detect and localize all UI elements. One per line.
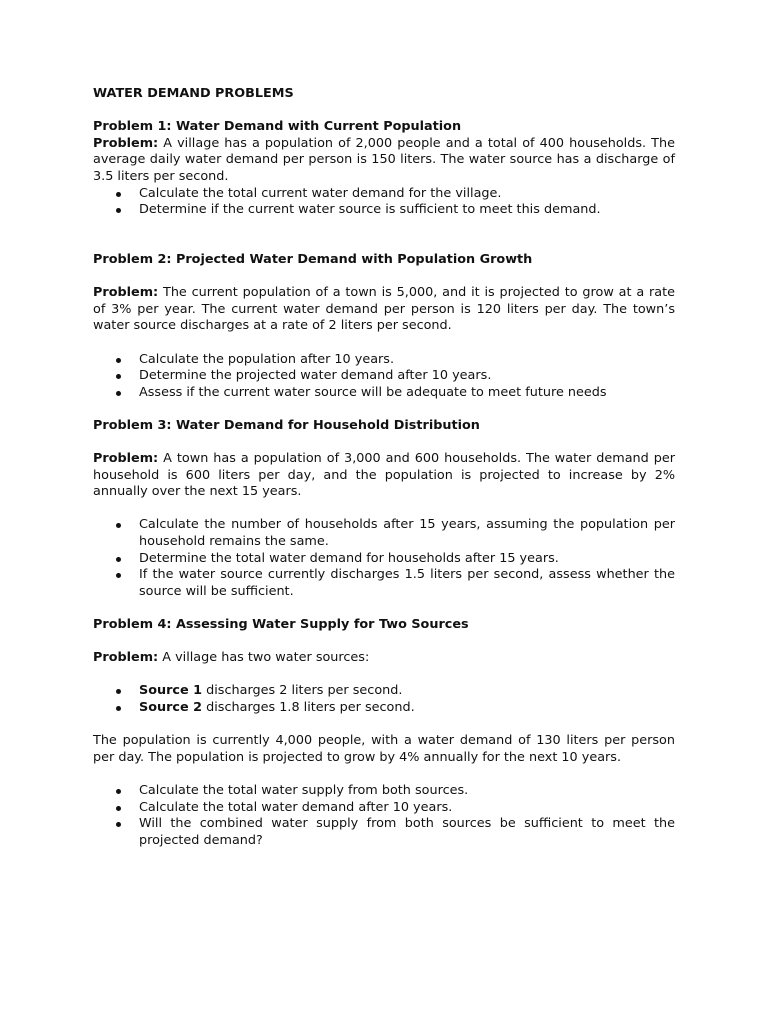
source-name: Source 1 [139,683,203,699]
problem-3 [93,418,675,601]
source-name: Source 2 [139,699,203,715]
source-text: discharges 2 liters per second. [202,683,403,699]
problem-label: Problem: [93,135,159,151]
list-item: Assess if the current water source will be adequate to meet future needs [93,385,675,402]
list-item: Calculate the total water supply from both sources. [93,783,675,800]
document-page [93,86,675,849]
list-item [93,683,675,700]
problem-3-heading: Problem 3: Water Demand for Household Distribution [93,417,480,433]
problem-2-tasks [93,352,675,402]
problem-4-statement [93,650,675,667]
problem-4-heading: Problem 4: Assessing Water Supply for Two Sources [93,617,469,632]
problem-1-statement [93,136,675,186]
problem-label: Problem: [93,451,159,467]
list-item: Calculate the total water demand after 10 years. [93,800,675,817]
list-item: Calculate the total current water demand for the village. [93,186,675,203]
list-item: Calculate the population after 10 years. [93,352,675,369]
problem-4-tasks [93,783,675,849]
problem-3-statement-text: A town has a population of 3,000 and 600 households. The water demand per household is 600 liters per day, and the population is projected to increase by 2% annually over the next 15 years. [93,451,675,500]
problem-4 [93,617,675,849]
source-text: discharges 1.8 liters per second. [202,699,415,715]
list-item [93,700,675,717]
list-item: Determine if the current water source is sufficient to meet this demand. [93,202,675,219]
problem-1-tasks [93,186,675,219]
problem-2 [93,252,675,401]
problem-4-statement-text: A village has two water sources: [162,650,370,666]
problem-2-statement-text: The current population of a town is 5,000, and it is projected to grow at a rate of 3% per year. The current water demand per person is 120 liters per day. The town’s water source discharges at a rate of 2 liters per second. [93,285,675,334]
list-item: If the water source currently discharges 1.5 liters per second, assess whether the source will be sufficient. [93,567,675,600]
problem-1 [93,119,675,219]
problem-4-sources [93,683,675,716]
problem-2-heading: Problem 2: Projected Water Demand with Population Growth [93,251,533,267]
problem-3-tasks [93,517,675,600]
problem-2-statement [93,285,675,335]
problem-1-statement-text: A village has a population of 2,000 people and a total of 400 households. The average daily water demand per person is 150 liters. The water source has a discharge of 3.5 liters per second. [93,135,675,184]
document-title: WATER DEMAND PROBLEMS [93,86,294,101]
problem-1-heading: Problem 1: Water Demand with Current Population [93,119,462,135]
problem-label: Problem: [93,285,159,301]
problem-3-statement [93,451,675,501]
problem-4-context: The population is currently 4,000 people, with a water demand of 130 liters per person per day. The population is projected to grow by 4% annually for the next 10 years. [93,733,675,765]
list-item: Determine the projected water demand after 10 years. [93,368,675,385]
list-item: Determine the total water demand for households after 15 years. [93,551,675,568]
list-item: Calculate the number of households after 15 years, assuming the population per household remains the same. [93,517,675,550]
list-item: Will the combined water supply from both sources be sufficient to meet the projected demand? [93,816,675,849]
problem-label: Problem: [93,650,159,666]
